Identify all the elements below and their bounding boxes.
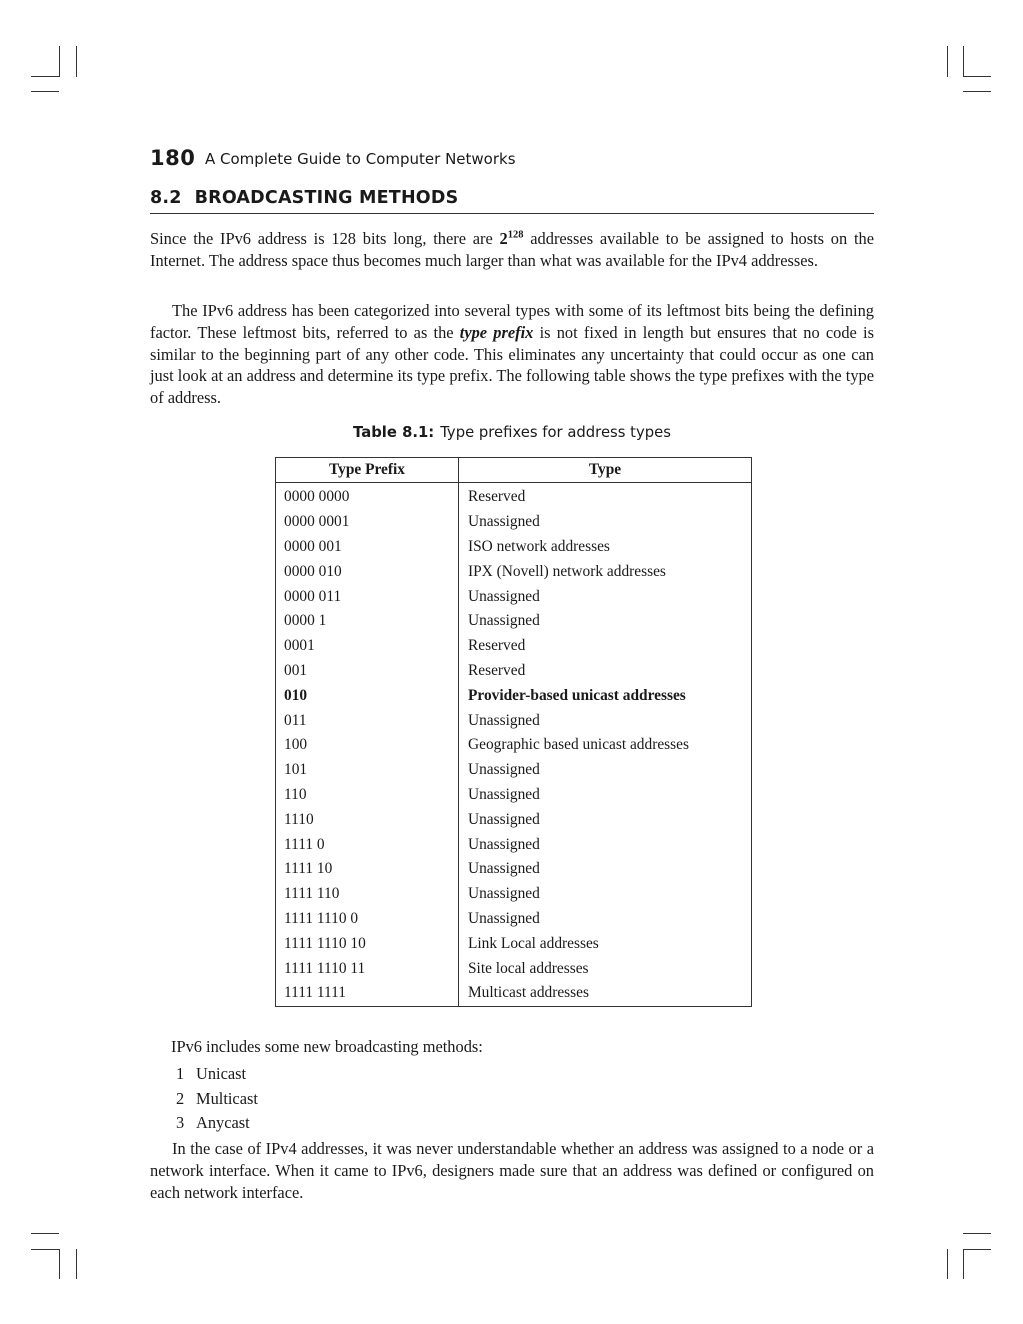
table-row: [276, 907, 752, 932]
type-cell: Reserved: [468, 637, 526, 655]
section-number: 8.2: [150, 188, 182, 208]
table-row: [276, 559, 752, 584]
table-header-row: [276, 458, 752, 483]
type-prefix-cell: 001: [276, 659, 459, 684]
power-exponent: 128: [507, 229, 524, 241]
table-row: [276, 708, 752, 733]
type-prefix-cell: 0000 1: [276, 609, 459, 634]
column-header: Type Prefix: [276, 458, 459, 483]
text-run: The IPv6 address has been categorized into several types with some of its leftmost bits being the defining factor. These leftmost bits, referred to as the: [150, 301, 874, 342]
crop-mark: [963, 91, 991, 92]
paragraph-type-prefix: [150, 300, 874, 409]
type-prefix-cell: 1111 1110 0: [276, 907, 459, 932]
table-row: [276, 659, 752, 684]
type-prefix-cell: 1111 0: [276, 832, 459, 857]
type-cell: Unassigned: [468, 860, 540, 878]
type-cell: Unassigned: [468, 587, 540, 605]
crop-mark: [76, 46, 77, 77]
crop-mark: [31, 1249, 59, 1250]
crop-mark: [947, 46, 948, 77]
type-prefix-cell: 1111 10: [276, 857, 459, 882]
crop-mark: [31, 91, 59, 92]
list-item: [176, 1112, 258, 1137]
power-base: 2: [499, 229, 508, 248]
table-row: [276, 758, 752, 783]
type-cell: Provider-based unicast addresses: [468, 686, 686, 704]
type-prefix-cell: 0000 001: [276, 535, 459, 560]
type-cell: Unassigned: [468, 885, 540, 903]
methods-list: [176, 1063, 258, 1137]
text-run: Since the IPv6 address is 128 bits long, there are: [150, 229, 500, 248]
paragraph-interface-addressing: In the case of IPv4 addresses, it was never understandable whether an address was assigned to a node or a network interface. When it came to IPv6, designers made sure that an address was defined or configured on each network interface.: [150, 1139, 874, 1202]
type-prefix-cell: 0000 0001: [276, 510, 459, 535]
type-cell: Unassigned: [468, 761, 540, 779]
type-prefix-cell: 110: [276, 783, 459, 808]
crop-mark: [963, 46, 964, 77]
table-row: [276, 956, 752, 981]
type-prefix-table: [275, 457, 752, 1007]
crop-mark: [963, 1249, 991, 1250]
type-prefix-cell: 011: [276, 708, 459, 733]
crop-mark: [59, 1249, 60, 1279]
paragraph-address-space: [150, 228, 874, 272]
type-prefix-cell: 1110: [276, 807, 459, 832]
type-prefix-cell: 1111 1110 11: [276, 956, 459, 981]
type-prefix-cell: 010: [276, 683, 459, 708]
running-header: [150, 146, 874, 174]
type-cell: Unassigned: [468, 513, 540, 531]
book-title: A Complete Guide to Computer Networks: [205, 150, 516, 168]
type-cell: Reserved: [468, 488, 526, 506]
list-item: [176, 1063, 258, 1088]
table-row: [276, 683, 752, 708]
list-item: [176, 1088, 258, 1113]
list-number: 1: [176, 1064, 185, 1083]
type-cell: Multicast addresses: [468, 984, 589, 1002]
crop-mark: [947, 1249, 948, 1279]
text-run: addresses available to be assigned to hosts on the Internet. The address space thus becomes much larger than what was available for the IPv4 addresses.: [150, 229, 874, 270]
table-row: [276, 931, 752, 956]
type-cell: ISO network addresses: [468, 537, 610, 555]
type-prefix-cell: 1111 1111: [276, 981, 459, 1006]
caption-text: Type prefixes for address types: [440, 424, 671, 441]
type-cell: IPX (Novell) network addresses: [468, 562, 666, 580]
column-header: Type: [459, 458, 752, 483]
type-prefix-cell: 1111 1110 10: [276, 931, 459, 956]
table-row: [276, 634, 752, 659]
table-row: [276, 535, 752, 560]
emphasized-term: type prefix: [459, 322, 534, 342]
type-prefix-cell: 0000 0000: [276, 483, 459, 510]
type-prefix-cell: 0001: [276, 634, 459, 659]
list-label: Unicast: [196, 1064, 247, 1083]
text-run: is not fixed in length but ensures that no code is similar to the beginning part of any other code. This eliminates any uncertainty that could occur as one can just look at an address and determine its type prefix. The following table shows the type prefixes with the type of address.: [150, 322, 874, 408]
table-caption: [150, 424, 874, 441]
section-title: BROADCASTING METHODS: [194, 188, 459, 208]
type-prefix-cell: 101: [276, 758, 459, 783]
type-prefix-cell: 0000 010: [276, 559, 459, 584]
table-row: [276, 783, 752, 808]
type-cell: Unassigned: [468, 909, 540, 927]
crop-mark: [31, 76, 59, 77]
list-label: Anycast: [196, 1113, 250, 1133]
table-row: [276, 882, 752, 907]
crop-mark: [963, 76, 991, 77]
table-row: [276, 807, 752, 832]
type-cell: Geographic based unicast addresses: [468, 736, 689, 754]
table-row: [276, 483, 752, 510]
section-heading: [150, 188, 874, 214]
type-prefix-cell: 0000 011: [276, 584, 459, 609]
type-cell: Unassigned: [468, 810, 540, 828]
type-cell: Site local addresses: [468, 959, 589, 977]
type-cell: Unassigned: [468, 612, 540, 630]
type-prefix-cell: 100: [276, 733, 459, 758]
type-prefix-cell: 1111 110: [276, 882, 459, 907]
type-cell: Unassigned: [468, 711, 540, 729]
crop-mark: [963, 1249, 964, 1279]
list-number: 2: [176, 1088, 185, 1108]
table-row: [276, 832, 752, 857]
methods-intro: IPv6 includes some new broadcasting methods:: [171, 1037, 483, 1056]
type-cell: Unassigned: [468, 835, 540, 853]
table-row: [276, 609, 752, 634]
page-number: 180: [150, 146, 196, 170]
list-number: 3: [176, 1113, 185, 1133]
table-row: [276, 857, 752, 882]
crop-mark: [963, 1233, 991, 1234]
crop-mark: [31, 1233, 59, 1234]
table-row: [276, 584, 752, 609]
caption-label: Table 8.1:: [353, 424, 435, 441]
crop-mark: [76, 1249, 77, 1279]
table-row: [276, 510, 752, 535]
type-cell: Reserved: [468, 661, 526, 679]
type-cell: Link Local addresses: [468, 934, 599, 952]
crop-mark: [59, 46, 60, 77]
type-cell: Unassigned: [468, 785, 540, 803]
table-row: [276, 981, 752, 1006]
table-row: [276, 733, 752, 758]
list-label: Multicast: [196, 1088, 258, 1108]
